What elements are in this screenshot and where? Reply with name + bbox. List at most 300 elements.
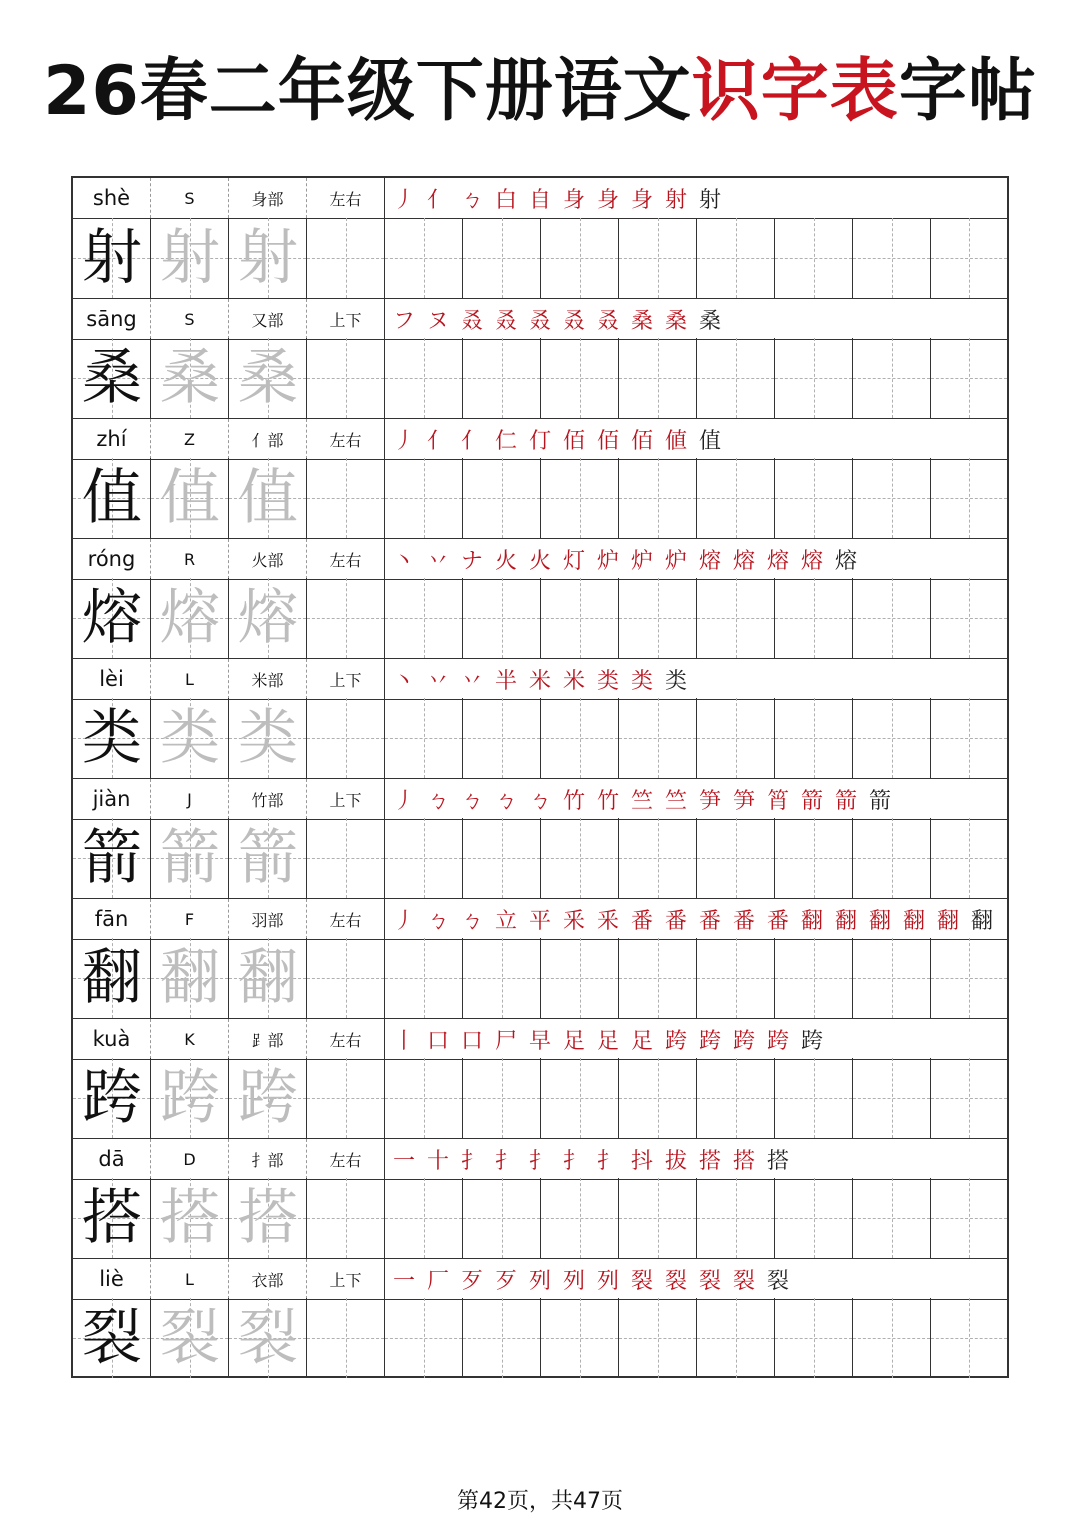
stroke-step: 熔 <box>800 548 823 574</box>
stroke-step: 叒 <box>596 308 619 334</box>
initial-cell: S <box>151 299 229 339</box>
stroke-step: 釆 <box>596 908 619 934</box>
info-row <box>73 778 1007 820</box>
practice-box[interactable] <box>463 818 541 898</box>
stroke-step: 仃 <box>528 428 551 454</box>
initial-cell: F <box>151 899 229 939</box>
stroke-step: 炉 <box>664 548 687 574</box>
stroke-step: 翻 <box>834 908 857 934</box>
stroke-step: ㄅ <box>426 788 449 814</box>
stroke-order <box>387 899 999 939</box>
title-part3: 字帖 <box>898 52 1037 131</box>
stroke-step: 丨 <box>392 1028 415 1054</box>
model-character: 值 <box>82 463 142 533</box>
stroke-step: 平 <box>528 908 551 934</box>
practice-box[interactable] <box>775 578 853 658</box>
page-title <box>0 52 1080 132</box>
stroke-step: 类 <box>664 668 687 694</box>
practice-box[interactable] <box>853 458 931 538</box>
practice-box[interactable] <box>697 458 775 538</box>
structure-cell: 上下 <box>307 659 385 699</box>
stroke-step: 箭 <box>834 788 857 814</box>
stroke-step: 丷 <box>426 548 449 574</box>
practice-box[interactable] <box>931 818 1007 898</box>
initial-cell: L <box>151 1259 229 1299</box>
initial-cell: S <box>151 178 229 218</box>
stroke-step: 炉 <box>630 548 653 574</box>
trace-character: 值 <box>160 463 220 533</box>
page-number: 第42页，共47页 <box>457 1489 623 1514</box>
practice-box[interactable] <box>853 818 931 898</box>
structure-cell: 左右 <box>307 1139 385 1179</box>
practice-box[interactable] <box>307 578 385 658</box>
practice-box[interactable] <box>775 938 853 1018</box>
practice-box[interactable] <box>463 938 541 1018</box>
pinyin-cell: sāng <box>73 299 151 339</box>
trace-character: 翻 <box>238 943 298 1013</box>
stroke-step: 尸 <box>494 1028 517 1054</box>
stroke-step: 裂 <box>732 1268 755 1294</box>
title-part2: 识字表 <box>691 52 899 131</box>
practice-box[interactable] <box>697 1178 775 1258</box>
trace-character: 类 <box>160 703 220 773</box>
practice-box[interactable] <box>619 818 697 898</box>
stroke-step: 値 <box>664 428 687 454</box>
stroke-step: 白 <box>494 187 517 213</box>
stroke-step: 搭 <box>766 1148 789 1174</box>
stroke-step: ㄅ <box>460 187 483 213</box>
stroke-step: 翻 <box>800 908 823 934</box>
practice-box[interactable] <box>619 218 697 298</box>
practice-box[interactable] <box>931 698 1007 778</box>
pinyin-cell: dā <box>73 1139 151 1179</box>
practice-box[interactable] <box>697 578 775 658</box>
stroke-step: 列 <box>528 1268 551 1294</box>
stroke-step: 自 <box>528 187 551 213</box>
practice-box[interactable] <box>619 458 697 538</box>
stroke-step: 翻 <box>902 908 925 934</box>
stroke-step: 番 <box>630 908 653 934</box>
character-block <box>73 538 1007 658</box>
practice-box[interactable] <box>931 1058 1007 1138</box>
radical-cell: 火部 <box>229 539 307 579</box>
trace-character: 翻 <box>160 943 220 1013</box>
stroke-step: 丿 <box>392 788 415 814</box>
stroke-step: 类 <box>630 668 653 694</box>
practice-row <box>73 578 1007 658</box>
practice-box[interactable] <box>697 698 775 778</box>
stroke-step: 箭 <box>868 788 891 814</box>
structure-cell: 左右 <box>307 1019 385 1059</box>
practice-box[interactable] <box>775 1058 853 1138</box>
practice-box[interactable] <box>385 458 463 538</box>
practice-row <box>73 1058 1007 1138</box>
initial-cell: L <box>151 659 229 699</box>
trace-character: 裂 <box>160 1303 220 1373</box>
stroke-step: 扌 <box>460 1148 483 1174</box>
practice-box[interactable] <box>307 1178 385 1258</box>
stroke-step: 火 <box>494 548 517 574</box>
trace-character: 桑 <box>160 343 220 413</box>
practice-box[interactable] <box>619 698 697 778</box>
radical-cell: 衣部 <box>229 1259 307 1299</box>
practice-box[interactable] <box>931 578 1007 658</box>
stroke-step: 身 <box>630 187 653 213</box>
practice-box[interactable] <box>307 1298 385 1378</box>
trace-character: 搭 <box>238 1183 298 1253</box>
stroke-step: 熔 <box>834 548 857 574</box>
model-character: 跨 <box>82 1063 142 1133</box>
practice-box[interactable] <box>385 578 463 658</box>
stroke-step: 笋 <box>698 788 721 814</box>
practice-box[interactable] <box>463 458 541 538</box>
structure-cell: 左右 <box>307 419 385 459</box>
pinyin-cell: fān <box>73 899 151 939</box>
stroke-step: 射 <box>698 187 721 213</box>
practice-box[interactable] <box>931 938 1007 1018</box>
practice-row <box>73 818 1007 898</box>
practice-box[interactable] <box>463 1178 541 1258</box>
stroke-step: 翻 <box>970 908 993 934</box>
practice-box[interactable] <box>307 338 385 418</box>
stroke-step: 米 <box>562 668 585 694</box>
practice-box[interactable] <box>697 938 775 1018</box>
stroke-step: 扌 <box>528 1148 551 1174</box>
pinyin-cell: jiàn <box>73 779 151 819</box>
model-character: 类 <box>82 703 142 773</box>
stroke-step: 跨 <box>732 1028 755 1054</box>
stroke-order <box>387 299 727 339</box>
practice-box[interactable] <box>463 218 541 298</box>
stroke-step: 裂 <box>630 1268 653 1294</box>
practice-box[interactable] <box>385 1058 463 1138</box>
trace-character: 跨 <box>238 1063 298 1133</box>
trace-character: 跨 <box>160 1063 220 1133</box>
model-character: 裂 <box>82 1303 142 1373</box>
character-block <box>73 1138 1007 1258</box>
stroke-step: 扌 <box>596 1148 619 1174</box>
practice-box[interactable] <box>619 1178 697 1258</box>
stroke-order <box>387 419 727 459</box>
stroke-step: 跨 <box>766 1028 789 1054</box>
stroke-step: 拔 <box>664 1148 687 1174</box>
pinyin-cell: lèi <box>73 659 151 699</box>
practice-box[interactable] <box>541 1298 619 1378</box>
stroke-step: 丶 <box>392 668 415 694</box>
practice-box[interactable] <box>931 1178 1007 1258</box>
practice-box[interactable] <box>697 338 775 418</box>
radical-cell: 扌部 <box>229 1139 307 1179</box>
stroke-step: 丶 <box>392 548 415 574</box>
pinyin-cell: liè <box>73 1259 151 1299</box>
stroke-step: 叒 <box>562 308 585 334</box>
practice-box[interactable] <box>385 1178 463 1258</box>
practice-sheet <box>71 176 1009 1378</box>
stroke-step: 足 <box>630 1028 653 1054</box>
practice-box[interactable] <box>853 338 931 418</box>
practice-box[interactable] <box>307 218 385 298</box>
practice-box[interactable] <box>853 218 931 298</box>
title-part1: 26春二年级下册语文 <box>43 52 692 131</box>
stroke-order <box>387 1019 829 1059</box>
stroke-step: 灯 <box>562 548 585 574</box>
stroke-step: 竹 <box>562 788 585 814</box>
initial-cell: J <box>151 779 229 819</box>
info-row <box>73 898 1007 940</box>
stroke-step: 歹 <box>494 1268 517 1294</box>
stroke-step: 扌 <box>562 1148 585 1174</box>
stroke-step: 足 <box>596 1028 619 1054</box>
stroke-step: 叒 <box>494 308 517 334</box>
initial-cell: Z <box>151 419 229 459</box>
stroke-step: 跨 <box>800 1028 823 1054</box>
stroke-step: 一 <box>392 1268 415 1294</box>
stroke-step: 扌 <box>494 1148 517 1174</box>
trace-character: 熔 <box>160 583 220 653</box>
practice-row <box>73 1298 1007 1378</box>
trace-character: 值 <box>238 463 298 533</box>
info-row <box>73 1258 1007 1300</box>
model-character: 射 <box>82 223 142 293</box>
stroke-step: 裂 <box>766 1268 789 1294</box>
trace-character: 裂 <box>238 1303 298 1373</box>
stroke-order <box>387 659 693 699</box>
trace-character: 射 <box>238 223 298 293</box>
radical-cell: 亻部 <box>229 419 307 459</box>
practice-box[interactable] <box>931 458 1007 538</box>
character-block <box>73 658 1007 778</box>
practice-box[interactable] <box>463 578 541 658</box>
stroke-step: 番 <box>698 908 721 934</box>
practice-row <box>73 1178 1007 1258</box>
practice-box[interactable] <box>775 1298 853 1378</box>
practice-box[interactable] <box>853 1058 931 1138</box>
practice-box[interactable] <box>385 818 463 898</box>
trace-character: 箭 <box>238 823 298 893</box>
practice-box[interactable] <box>697 818 775 898</box>
stroke-step: 番 <box>732 908 755 934</box>
practice-box[interactable] <box>541 338 619 418</box>
practice-box[interactable] <box>697 1298 775 1378</box>
structure-cell: 上下 <box>307 779 385 819</box>
model-character: 搭 <box>82 1183 142 1253</box>
stroke-step: 跨 <box>664 1028 687 1054</box>
stroke-step: 亻 <box>460 428 483 454</box>
radical-cell: 身部 <box>229 178 307 218</box>
stroke-step: 跨 <box>698 1028 721 1054</box>
practice-box[interactable] <box>775 698 853 778</box>
practice-row <box>73 218 1007 298</box>
radical-cell: 米部 <box>229 659 307 699</box>
trace-character: 类 <box>238 703 298 773</box>
practice-box[interactable] <box>853 1178 931 1258</box>
structure-cell: 左右 <box>307 178 385 218</box>
stroke-step: 一 <box>392 1148 415 1174</box>
structure-cell: 上下 <box>307 1259 385 1299</box>
stroke-step: 搭 <box>698 1148 721 1174</box>
practice-box[interactable] <box>385 218 463 298</box>
stroke-step: 釆 <box>562 908 585 934</box>
practice-box[interactable] <box>931 338 1007 418</box>
stroke-step: 翻 <box>936 908 959 934</box>
stroke-step: 丷 <box>460 668 483 694</box>
practice-box[interactable] <box>385 698 463 778</box>
stroke-step: ㄅ <box>426 908 449 934</box>
stroke-step: ヌ <box>426 308 449 334</box>
stroke-step: 佰 <box>596 428 619 454</box>
stroke-step: 笋 <box>732 788 755 814</box>
radical-cell: 又部 <box>229 299 307 339</box>
stroke-step: 桑 <box>698 308 721 334</box>
stroke-step: 类 <box>596 668 619 694</box>
pinyin-cell: zhí <box>73 419 151 459</box>
stroke-step: 桑 <box>630 308 653 334</box>
practice-box[interactable] <box>541 1178 619 1258</box>
structure-cell: 左右 <box>307 539 385 579</box>
stroke-step: 叒 <box>528 308 551 334</box>
stroke-step: 佰 <box>562 428 585 454</box>
practice-box[interactable] <box>775 818 853 898</box>
stroke-step: 炉 <box>596 548 619 574</box>
stroke-step: 筲 <box>766 788 789 814</box>
practice-box[interactable] <box>931 218 1007 298</box>
radical-cell: 羽部 <box>229 899 307 939</box>
stroke-step: 竺 <box>630 788 653 814</box>
stroke-step: 竹 <box>596 788 619 814</box>
stroke-step: 桑 <box>664 308 687 334</box>
stroke-step: ㄅ <box>528 788 551 814</box>
info-row <box>73 1018 1007 1060</box>
initial-cell: D <box>151 1139 229 1179</box>
stroke-step: 火 <box>528 548 551 574</box>
practice-box[interactable] <box>853 938 931 1018</box>
stroke-step: 箭 <box>800 788 823 814</box>
stroke-step: 亻 <box>426 428 449 454</box>
stroke-step: 十 <box>426 1148 449 1174</box>
practice-box[interactable] <box>853 1298 931 1378</box>
character-block <box>73 298 1007 418</box>
practice-box[interactable] <box>697 1058 775 1138</box>
initial-cell: K <box>151 1019 229 1059</box>
practice-box[interactable] <box>619 1298 697 1378</box>
practice-box[interactable] <box>541 698 619 778</box>
character-block <box>73 778 1007 898</box>
info-row <box>73 298 1007 340</box>
practice-box[interactable] <box>385 1298 463 1378</box>
stroke-step: フ <box>392 308 415 334</box>
practice-box[interactable] <box>541 458 619 538</box>
practice-row <box>73 698 1007 778</box>
practice-box[interactable] <box>463 698 541 778</box>
stroke-step: 亻 <box>426 187 449 213</box>
stroke-step: 抖 <box>630 1148 653 1174</box>
stroke-step: 值 <box>698 428 721 454</box>
stroke-step: 佰 <box>630 428 653 454</box>
practice-box[interactable] <box>463 1298 541 1378</box>
practice-box[interactable] <box>541 578 619 658</box>
practice-box[interactable] <box>463 338 541 418</box>
stroke-step: 丿 <box>392 428 415 454</box>
info-row <box>73 418 1007 460</box>
info-row <box>73 538 1007 580</box>
practice-box[interactable] <box>775 458 853 538</box>
practice-box[interactable] <box>541 938 619 1018</box>
practice-row <box>73 338 1007 418</box>
practice-box[interactable] <box>541 818 619 898</box>
practice-box[interactable] <box>541 218 619 298</box>
stroke-step: 番 <box>766 908 789 934</box>
stroke-step: 叒 <box>460 308 483 334</box>
practice-box[interactable] <box>853 698 931 778</box>
stroke-order <box>387 1139 795 1179</box>
model-character: 桑 <box>82 343 142 413</box>
practice-box[interactable] <box>775 1178 853 1258</box>
trace-character: 熔 <box>238 583 298 653</box>
stroke-step: 熔 <box>732 548 755 574</box>
structure-cell: 上下 <box>307 299 385 339</box>
practice-box[interactable] <box>385 938 463 1018</box>
stroke-step: 立 <box>494 908 517 934</box>
info-row <box>73 178 1007 219</box>
practice-box[interactable] <box>697 218 775 298</box>
stroke-order <box>387 539 863 579</box>
character-block <box>73 898 1007 1018</box>
practice-box[interactable] <box>853 578 931 658</box>
pinyin-cell: róng <box>73 539 151 579</box>
stroke-step: 足 <box>562 1028 585 1054</box>
practice-box[interactable] <box>775 338 853 418</box>
trace-character: 搭 <box>160 1183 220 1253</box>
trace-character: 射 <box>160 223 220 293</box>
stroke-order <box>387 1259 795 1299</box>
practice-box[interactable] <box>307 698 385 778</box>
practice-box[interactable] <box>619 938 697 1018</box>
practice-box[interactable] <box>931 1298 1007 1378</box>
practice-box[interactable] <box>307 818 385 898</box>
practice-box[interactable] <box>307 1058 385 1138</box>
stroke-step: ㄅ <box>460 908 483 934</box>
practice-row <box>73 938 1007 1018</box>
info-row <box>73 658 1007 700</box>
practice-box[interactable] <box>385 338 463 418</box>
model-character: 翻 <box>82 943 142 1013</box>
practice-box[interactable] <box>619 578 697 658</box>
stroke-step: 身 <box>596 187 619 213</box>
practice-box[interactable] <box>541 1058 619 1138</box>
practice-box[interactable] <box>307 458 385 538</box>
stroke-step: 翻 <box>868 908 891 934</box>
practice-box[interactable] <box>307 938 385 1018</box>
stroke-order <box>387 779 897 819</box>
stroke-step: 口 <box>460 1028 483 1054</box>
practice-box[interactable] <box>463 1058 541 1138</box>
structure-cell: 左右 <box>307 899 385 939</box>
radical-cell: 竹部 <box>229 779 307 819</box>
stroke-step: 丿 <box>392 187 415 213</box>
practice-box[interactable] <box>619 1058 697 1138</box>
stroke-step: 厂 <box>426 1268 449 1294</box>
stroke-step: 仁 <box>494 428 517 454</box>
stroke-step: 熔 <box>698 548 721 574</box>
stroke-step: 口 <box>426 1028 449 1054</box>
practice-box[interactable] <box>619 338 697 418</box>
character-block <box>73 418 1007 538</box>
practice-box[interactable] <box>775 218 853 298</box>
stroke-step: ㄅ <box>460 788 483 814</box>
stroke-step: 竺 <box>664 788 687 814</box>
stroke-step: 半 <box>494 668 517 694</box>
stroke-step: 歹 <box>460 1268 483 1294</box>
